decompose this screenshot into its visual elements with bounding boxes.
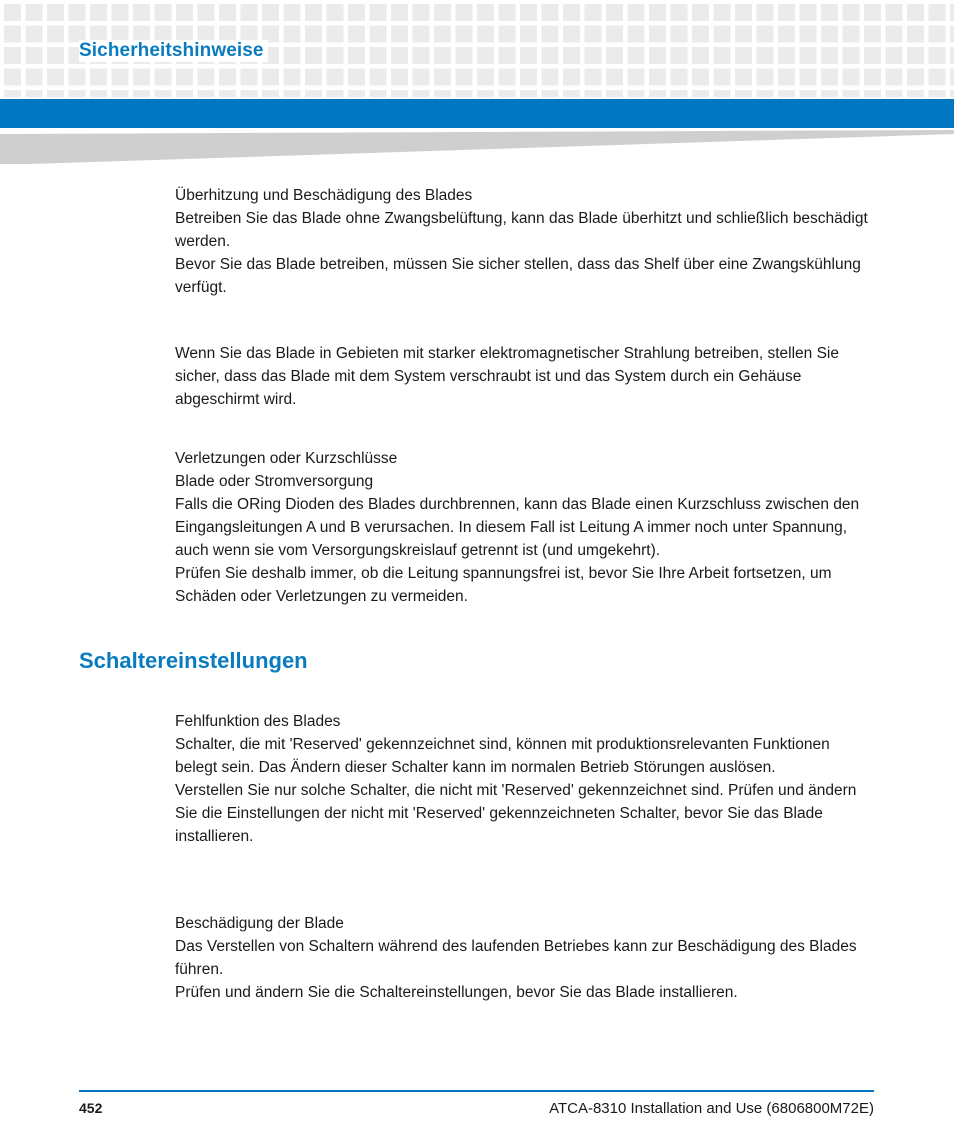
notice-overheating <box>175 184 875 299</box>
notice-subheading: Blade oder Stromversorgung <box>175 473 374 490</box>
notice-text: Wenn Sie das Blade in Gebieten mit starker elektromagnetischer Strahlung betreiben, stellen Sie sicher, dass das Blade mit dem System verschraubt ist und das System durch ein Gehäuse abgeschirmt wird. <box>175 345 839 408</box>
notice-text: Das Verstellen von Schaltern während des laufenden Betriebes kann zur Beschädigung des Blades führen. <box>175 938 857 978</box>
notice-text: Prüfen und ändern Sie die Schaltereinstellungen, bevor Sie das Blade installieren. <box>175 984 738 1001</box>
page-number: 452 <box>79 1100 103 1116</box>
section-title: Sicherheitshinweise <box>79 40 268 62</box>
document-title: ATCA-8310 Installation and Use (6806800M72E) <box>549 1100 874 1117</box>
notice-text: Schalter, die mit 'Reserved' gekennzeichnet sind, können mit produktionsrelevanten Funktionen belegt sein. Das Ändern dieser Schalter kann im normalen Betrieb Störungen auslösen. <box>175 736 830 776</box>
notice-blade-damage <box>175 912 875 1004</box>
notice-text: Prüfen Sie deshalb immer, ob die Leitung spannungsfrei ist, bevor Sie Ihre Arbeit fortsetzen, um Schäden oder Verletzungen zu vermeiden. <box>175 565 832 605</box>
header-blue-bar <box>0 99 954 128</box>
notice-text: Falls die ORing Dioden des Blades durchbrennen, kann das Blade einen Kurzschluss zwischen den Eingangsleitungen A und B verursachen. In diesem Fall ist Leitung A immer noch unter Spannung, auch wenn sie vom Versorgungskreislauf getrennt ist (und umgekehrt). <box>175 496 860 559</box>
notice-emc <box>175 342 875 411</box>
notice-short-circuit <box>175 447 875 608</box>
notice-text: Betreiben Sie das Blade ohne Zwangsbelüftung, kann das Blade überhitzt und schließlich beschädigt werden. <box>175 210 868 250</box>
notice-heading: Verletzungen oder Kurzschlüsse <box>175 450 398 467</box>
notice-malfunction <box>175 710 875 848</box>
header-grey-wedge <box>0 130 954 164</box>
footer-rule <box>79 1090 874 1092</box>
notice-text: Bevor Sie das Blade betreiben, müssen Sie sicher stellen, dass das Shelf über eine Zwangskühlung verfügt. <box>175 256 861 296</box>
heading-switch-settings: Schaltereinstellungen <box>79 648 308 673</box>
notice-heading: Beschädigung der Blade <box>175 915 344 932</box>
notice-heading: Überhitzung und Beschädigung des Blades <box>175 187 473 204</box>
notice-text: Verstellen Sie nur solche Schalter, die nicht mit 'Reserved' gekennzeichnet sind. Prüfen und ändern Sie die Einstellungen der nicht mit 'Reserved' gekennzeichneten Schalter, bevor Sie das Blade installieren. <box>175 782 857 845</box>
notice-heading: Fehlfunktion des Blades <box>175 713 341 730</box>
